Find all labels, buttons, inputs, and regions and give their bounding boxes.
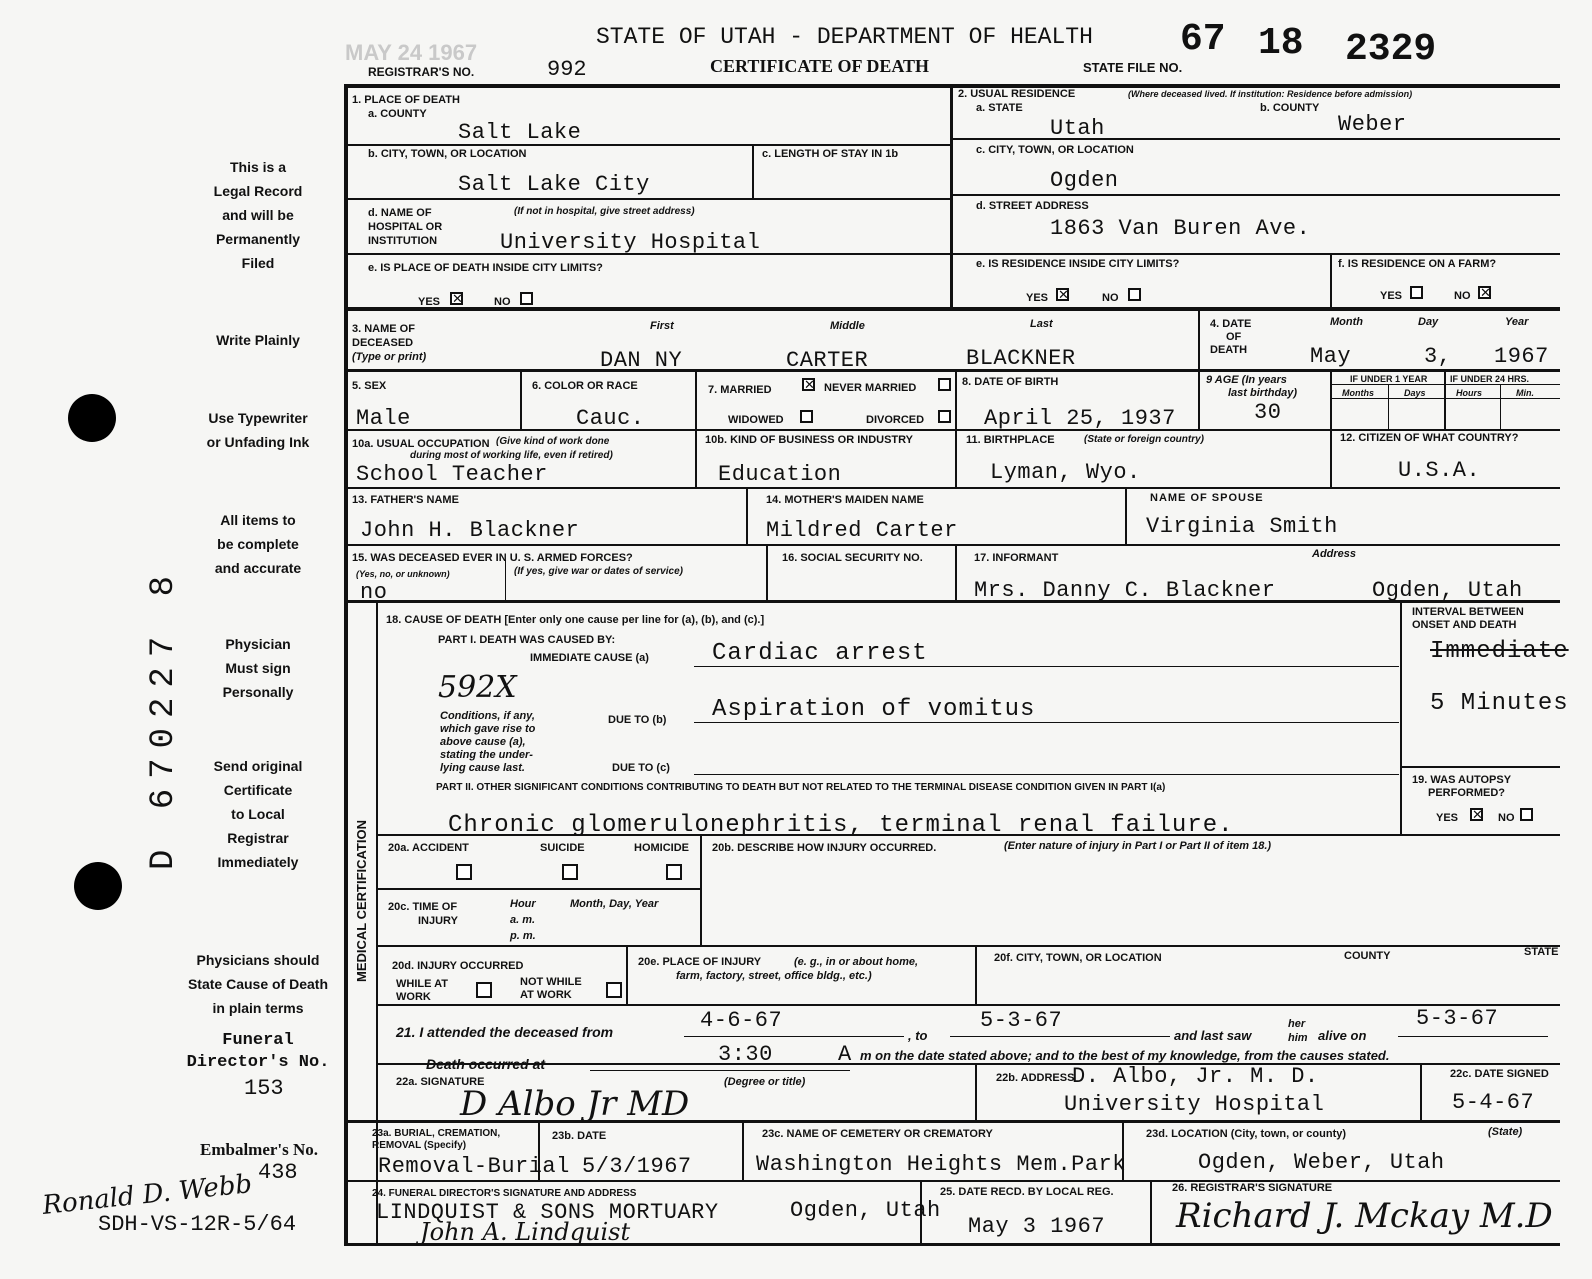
death-year-label: Year <box>1505 316 1529 328</box>
part-two-label: PART II. OTHER SIGNIFICANT CONDITIONS CONTRIBUTING TO DEATH BUT NOT RELATED TO THE TERMINAL DISEASE CONDITION GIVEN IN PART I(a) <box>436 782 1166 793</box>
not-while-at-work-checkbox[interactable] <box>606 982 622 998</box>
funeral-director-name: LINDQUIST & SONS MORTUARY <box>376 1200 719 1225</box>
funeral-director-signature: John A. Lindquist <box>420 1218 631 1246</box>
months-label: Months <box>1342 388 1374 398</box>
state-file-label: STATE FILE NO. <box>1083 60 1183 75</box>
injury-date-label: Month, Day, Year <box>570 898 659 910</box>
autopsy-yes-checkbox[interactable]: ✕ <box>1472 807 1483 822</box>
armed-forces-label: 15. WAS DECEASED EVER IN U. S. ARMED FORCES? <box>352 552 633 564</box>
punch-hole-bottom <box>74 862 122 910</box>
signature-label: 22a. SIGNATURE <box>396 1076 485 1088</box>
burial-location-label: 23d. LOCATION (City, town, or county) <box>1146 1128 1347 1140</box>
age: 30 <box>1254 400 1282 425</box>
death-county-label: a. COUNTY <box>368 108 427 120</box>
death-month: May <box>1310 344 1352 369</box>
hour-label: Hour <box>510 898 536 910</box>
burial-label: 23a. BURIAL, CREMATION, REMOVAL (Specify) <box>372 1128 501 1151</box>
funeral-director-sig-label: 24. FUNERAL DIRECTOR'S SIGNATURE AND ADDRESS <box>372 1188 637 1199</box>
funeral-director-label: Funeral Director's No. <box>186 1031 330 1072</box>
interval-b: 5 Minutes <box>1430 690 1569 717</box>
citizen: U.S.A. <box>1398 458 1481 483</box>
her-label: her <box>1288 1018 1306 1030</box>
mother-name: Mildred Carter <box>766 518 958 543</box>
death-inside-no-checkbox[interactable] <box>520 292 533 305</box>
pm-label: p. m. <box>510 930 536 942</box>
physician-signature: D Albo Jr MD <box>460 1084 690 1124</box>
days-label: Days <box>1404 388 1426 398</box>
part-two-conditions: Chronic glomerulonephritis, terminal renal failure. <box>448 812 1234 839</box>
divorced-checkbox[interactable] <box>938 410 951 423</box>
death-occurred-statement: m on the date stated above; and to the best of my knowledge, from the causes stated. <box>860 1048 1390 1063</box>
time-of-injury-label: 20c. TIME OF INJURY <box>388 901 458 927</box>
death-county: Salt Lake <box>458 120 582 145</box>
physician-address-2: University Hospital <box>1064 1092 1325 1117</box>
hospital-label: d. NAME OF HOSPITAL OR INSTITUTION <box>368 207 443 247</box>
length-of-stay-label: c. LENGTH OF STAY IN 1b <box>762 148 899 160</box>
divorced-label: DIVORCED <box>866 414 925 426</box>
armed-forces-note-1: (Yes, no, or unknown) <box>356 569 450 579</box>
funeral-director-city: Ogden, Utah <box>790 1198 941 1223</box>
cemetery-label: 23c. NAME OF CEMETERY OR CREMATORY <box>762 1128 993 1140</box>
race-label: 6. COLOR OR RACE <box>532 380 638 392</box>
interval-a: Immediate <box>1430 638 1569 665</box>
sex-label: 5. SEX <box>352 380 387 392</box>
am-label: a. m. <box>510 914 536 926</box>
hours-label: Hours <box>1456 388 1483 398</box>
describe-injury-label: 20b. DESCRIBE HOW INJURY OCCURRED. <box>712 842 937 854</box>
not-while-at-work-label: NOT WHILE AT WORK <box>520 976 582 1001</box>
farm-no-label: NO <box>1454 290 1471 302</box>
attended-to-label: , to <box>908 1028 928 1043</box>
farm-yes-label: YES <box>1380 290 1403 302</box>
death-inside-yes-checkbox[interactable]: ✕ <box>452 291 463 306</box>
degree-label: (Degree or title) <box>724 1076 806 1088</box>
immediate-cause: Cardiac arrest <box>712 640 928 667</box>
death-inside-limits-label: e. IS PLACE OF DEATH INSIDE CITY LIMITS? <box>368 262 603 274</box>
usual-residence-label: 2. USUAL RESIDENCE <box>958 88 1076 100</box>
date-of-birth: April 25, 1937 <box>984 406 1176 431</box>
burial-location: Ogden, Weber, Utah <box>1198 1150 1445 1175</box>
physician-address-label: 22b. ADDRESS <box>996 1072 1075 1084</box>
send-original-note: Send original Certificate to Local Registrar Immediately <box>213 758 303 870</box>
informant-name: Mrs. Danny C. Blackner <box>974 578 1276 603</box>
under-one-year-label: IF UNDER 1 YEAR <box>1350 374 1428 384</box>
never-married-checkbox[interactable] <box>938 378 951 391</box>
part-one-label: PART I. DEATH WAS CAUSED BY: <box>438 634 616 646</box>
occupation-label: 10a. USUAL OCCUPATION <box>352 438 490 450</box>
attended-to: 5-3-67 <box>980 1008 1063 1033</box>
date-received: May 3 1967 <box>968 1214 1106 1239</box>
middle-name: CARTER <box>786 348 869 373</box>
street-address-label: d. STREET ADDRESS <box>976 200 1089 212</box>
mother-label: 14. MOTHER'S MAIDEN NAME <box>766 494 924 506</box>
middle-name-label: Middle <box>830 320 865 332</box>
funeral-director-number: 153 <box>244 1076 284 1101</box>
residence-inside-yes-checkbox[interactable]: ✕ <box>1058 287 1069 302</box>
file-number-3: 2329 <box>1345 28 1437 71</box>
death-day: 3, <box>1424 344 1452 369</box>
registrar-number: 992 <box>547 57 587 82</box>
burial-date-label: 23b. DATE <box>552 1130 607 1142</box>
physician-address-1: D. Albo, Jr. M. D. <box>1072 1064 1319 1089</box>
occupation: School Teacher <box>356 462 548 487</box>
registrar-signature: Richard J. Mckay M.D <box>1176 1196 1553 1236</box>
married-checkbox[interactable]: ✕ <box>804 377 815 392</box>
cemetery-name: Washington Heights Mem.Park <box>756 1152 1126 1177</box>
widowed-label: WIDOWED <box>728 414 784 426</box>
conditions-note: Conditions, if any, which gave rise to above cause (a), stating the under- lying cause last. <box>440 710 536 774</box>
autopsy-no-label: NO <box>1498 812 1515 824</box>
death-occurred-label: Death occurred at <box>426 1056 546 1072</box>
last-name-label: Last <box>1030 318 1053 330</box>
birthplace-note: (State or foreign country) <box>1084 434 1205 445</box>
registrar-signature-label: 26. REGISTRAR'S SIGNATURE <box>1172 1182 1333 1194</box>
death-year: 1967 <box>1494 344 1549 369</box>
autopsy-yes-label: YES <box>1436 812 1459 824</box>
age-label: 9 AGE (In years last birthday) <box>1206 374 1298 399</box>
certificate-title: CERTIFICATE OF DEATH <box>710 56 930 76</box>
armed-forces: no <box>360 580 388 605</box>
attended-from: 4-6-67 <box>700 1008 783 1033</box>
accident-checkbox[interactable] <box>456 864 472 880</box>
hospital-note: (If not in hospital, give street address) <box>514 206 695 217</box>
social-security-label: 16. SOCIAL SECURITY NO. <box>782 552 923 564</box>
injury-city-label: 20f. CITY, TOWN, OR LOCATION <box>994 952 1162 964</box>
last-saw-label: and last saw <box>1174 1028 1252 1043</box>
attended-label: 21. I attended the deceased from <box>396 1024 614 1040</box>
informant-address: Ogden, Utah <box>1372 578 1523 603</box>
burial-date: 5/3/1967 <box>582 1154 692 1179</box>
burial-method: Removal-Burial <box>378 1154 570 1179</box>
father-name: John H. Blackner <box>360 518 580 543</box>
street-address: 1863 Van Buren Ave. <box>1050 216 1311 241</box>
death-inside-no-label: NO <box>494 296 511 308</box>
stamp-date: MAY 24 1967 <box>345 40 478 65</box>
typewriter-note: Use Typewriter or Unfading Ink <box>206 410 310 450</box>
death-time: 3:30 <box>718 1042 773 1067</box>
citizen-label: 12. CITIZEN OF WHAT COUNTRY? <box>1340 432 1519 444</box>
punch-hole-top <box>68 394 116 442</box>
accident-label: 20a. ACCIDENT <box>388 842 469 854</box>
burial-state-label: (State) <box>1488 1126 1523 1138</box>
residence-city-label: c. CITY, TOWN, OR LOCATION <box>976 144 1134 156</box>
last-name: BLACKNER <box>966 346 1076 371</box>
cause-code: 592X <box>438 670 517 705</box>
autopsy-no-checkbox[interactable] <box>1520 808 1533 821</box>
under-24-hours-label: IF UNDER 24 HRS. <box>1450 374 1530 384</box>
residence-city: Ogden <box>1050 168 1119 193</box>
alive-on-label: alive on <box>1318 1028 1367 1043</box>
while-at-work-checkbox[interactable] <box>476 982 492 998</box>
file-number-2: 18 <box>1258 22 1304 65</box>
widowed-checkbox[interactable] <box>800 410 813 423</box>
embalmer-signature: Ronald D. Webb <box>41 1169 254 1221</box>
death-inside-yes-label: YES <box>418 296 441 308</box>
cause-of-death-label: 18. CAUSE OF DEATH [Enter only one cause per line for (a), (b), and (c).] <box>386 614 765 626</box>
form-number: SDH-VS-12R-5/64 <box>98 1212 297 1237</box>
homicide-label: HOMICIDE <box>634 842 689 854</box>
date-of-birth-label: 8. DATE OF BIRTH <box>962 376 1059 388</box>
residence-county-label: b. COUNTY <box>1260 102 1320 114</box>
farm-yes-checkbox[interactable] <box>1410 286 1423 299</box>
sex: Male <box>356 406 411 431</box>
complete-note: All items to be complete and accurate <box>214 512 302 576</box>
first-name: DAN NY <box>600 348 683 373</box>
usual-residence-note: (Where deceased lived. If institution: Residence before admission) <box>1128 89 1413 99</box>
date-of-death-label: 4. DATE OF DEATH <box>1210 318 1252 356</box>
place-of-death-label: 1. PLACE OF DEATH <box>352 94 460 106</box>
embalmer-number: 438 <box>258 1160 298 1185</box>
deceased-name-label: 3. NAME OF DECEASED (Type or print) <box>352 323 427 363</box>
father-label: 13. FATHER'S NAME <box>352 494 459 506</box>
residence-county: Weber <box>1338 112 1407 137</box>
death-month-label: Month <box>1330 316 1363 328</box>
death-am-pm: A <box>838 1042 852 1067</box>
describe-injury-note: (Enter nature of injury in Part I or Part II of item 18.) <box>1004 840 1272 852</box>
armed-forces-note-2: (If yes, give war or dates of service) <box>514 566 683 577</box>
embalmer-label: Embalmer's No. <box>200 1140 319 1159</box>
date-signed-label: 22c. DATE SIGNED <box>1450 1068 1549 1080</box>
place-of-injury-note-2: farm, factory, street, office bldg., etc.) <box>676 970 872 982</box>
date-received-label: 25. DATE RECD. BY LOCAL REG. <box>940 1186 1114 1198</box>
business-label: 10b. KIND OF BUSINESS OR INDUSTRY <box>705 434 914 446</box>
date-signed: 5-4-67 <box>1452 1090 1535 1115</box>
occupation-note-2: during most of working life, even if retired) <box>410 450 613 461</box>
married-label: 7. MARRIED <box>708 384 772 396</box>
first-name-label: First <box>650 320 674 332</box>
birthplace-label: 11. BIRTHPLACE <box>966 434 1055 446</box>
place-of-injury-note-1: (e. g., in or about home, <box>794 956 919 968</box>
residence-state-label: a. STATE <box>976 102 1023 114</box>
business: Education <box>718 462 842 487</box>
physician-note: Physician Must sign Personally <box>222 636 294 700</box>
file-number-1: 67 <box>1180 18 1226 61</box>
injury-county-label: COUNTY <box>1344 950 1391 962</box>
minutes-label: Min. <box>1516 388 1534 398</box>
residence-farm-label: f. IS RESIDENCE ON A FARM? <box>1338 258 1497 270</box>
while-at-work-label: WHILE AT WORK <box>396 978 448 1003</box>
medical-certification-label: MEDICAL CERTIFICATION <box>354 819 369 982</box>
cause-b: Aspiration of vomitus <box>712 696 1036 723</box>
spouse-name: Virginia Smith <box>1146 514 1338 539</box>
residence-inside-yes-label: YES <box>1026 292 1049 304</box>
last-seen-alive: 5-3-67 <box>1416 1006 1499 1031</box>
informant-address-label: Address <box>1312 548 1357 560</box>
occupation-note: (Give kind of work done <box>496 436 610 447</box>
autopsy-label: 19. WAS AUTOPSY PERFORMED? <box>1412 774 1512 799</box>
interval-label: INTERVAL BETWEEN ONSET AND DEATH <box>1412 606 1524 631</box>
injury-state-label: STATE <box>1524 946 1559 958</box>
injury-occurred-label: 20d. INJURY OCCURRED <box>392 960 524 972</box>
homicide-checkbox[interactable] <box>666 864 682 880</box>
immediate-cause-label: IMMEDIATE CAUSE (a) <box>530 652 649 664</box>
spouse-label: NAME OF SPOUSE <box>1150 492 1264 504</box>
legal-record-note: This is a Legal Record and will be Permanently Filed <box>213 159 303 271</box>
him-label: him <box>1288 1032 1308 1044</box>
registrar-label: REGISTRAR'S NO. <box>368 65 475 79</box>
death-city: Salt Lake City <box>458 172 650 197</box>
suicide-label: SUICIDE <box>540 842 585 854</box>
death-day-label: Day <box>1418 316 1439 328</box>
residence-inside-no-checkbox[interactable] <box>1128 288 1141 301</box>
header-title: STATE OF UTAH - DEPARTMENT OF HEALTH <box>596 24 1093 50</box>
cause-plain-note: Physicians should State Cause of Death in plain terms <box>187 952 329 1016</box>
informant-label: 17. INFORMANT <box>974 552 1059 564</box>
residence-state: Utah <box>1050 116 1105 141</box>
race: Cauc. <box>576 406 645 431</box>
death-city-label: b. CITY, TOWN, OR LOCATION <box>368 148 527 160</box>
due-to-c-label: DUE TO (c) <box>612 762 670 774</box>
write-plainly-note: Write Plainly <box>216 332 300 348</box>
suicide-checkbox[interactable] <box>562 864 578 880</box>
residence-inside-limits-label: e. IS RESIDENCE INSIDE CITY LIMITS? <box>976 258 1180 270</box>
vertical-serial-number: D 670227 8 <box>145 565 183 870</box>
farm-no-checkbox[interactable]: ✕ <box>1480 285 1491 300</box>
birthplace: Lyman, Wyo. <box>990 460 1141 485</box>
never-married-label: NEVER MARRIED <box>824 382 917 394</box>
due-to-b-label: DUE TO (b) <box>608 714 667 726</box>
residence-inside-no-label: NO <box>1102 292 1119 304</box>
hospital-name: University Hospital <box>500 230 761 255</box>
place-of-injury-label: 20e. PLACE OF INJURY <box>638 956 762 968</box>
